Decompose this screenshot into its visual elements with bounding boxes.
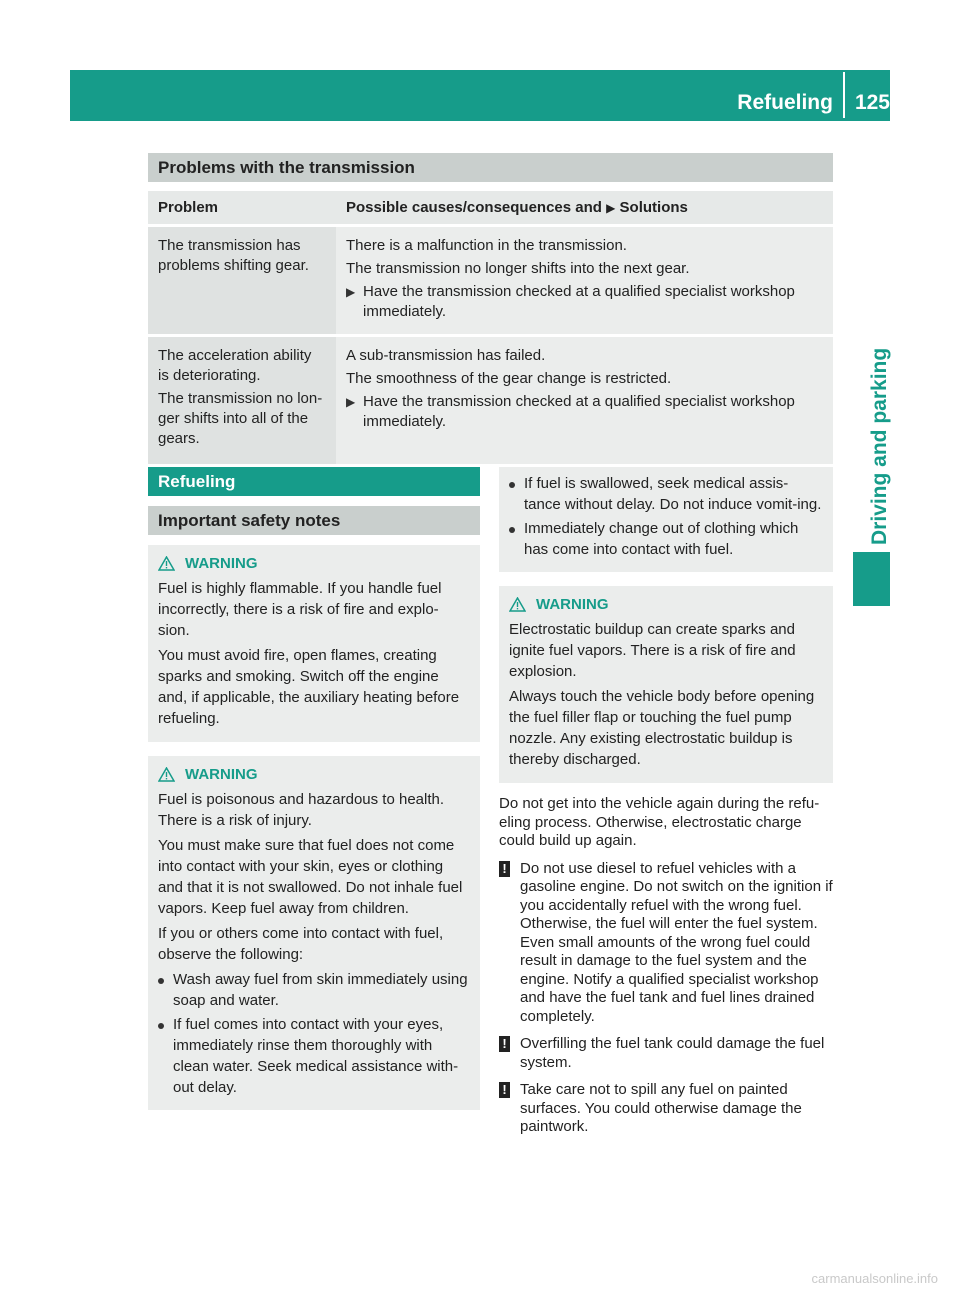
warning-box xyxy=(148,545,480,742)
page-number: 125 xyxy=(854,91,890,114)
warning-triangle-icon xyxy=(509,597,526,612)
warning-label: WARNING xyxy=(536,596,609,613)
note-text: Overfilling the fuel tank could damage the fuel system. xyxy=(520,1035,825,1071)
arrow-icon: ▶ xyxy=(346,395,356,409)
side-tab-label: Driving and parking xyxy=(868,347,891,545)
table-row xyxy=(148,337,833,464)
action-text: Have the transmission checked at a qualified specialist workshop immediately. xyxy=(363,283,795,320)
warning-text: You must make sure that fuel does not come into contact with your skin, eyes or clothing and that it is not swallowed. Do not inhale fuel vapors. Keep fuel away from children. xyxy=(158,837,463,917)
bullet-icon xyxy=(158,969,173,1011)
warning-label: WARNING xyxy=(185,766,258,783)
action-item xyxy=(346,282,823,322)
warning-text: Electrostatic buildup can create sparks and ignite fuel vapors. There is a risk of fire and explosion. xyxy=(509,621,796,680)
list-item xyxy=(158,969,470,1011)
warning-label: WARNING xyxy=(185,555,258,572)
right-column xyxy=(499,467,833,1137)
problem-cell xyxy=(148,227,336,334)
refueling-section-title: Refueling xyxy=(148,467,480,496)
footer-watermark: carmanualsonline.info xyxy=(811,1271,938,1286)
solution-cell xyxy=(336,227,833,334)
problem-text: The transmission no lon-ger shifts into all of the gears. xyxy=(158,390,323,447)
bullet-text: If fuel comes into contact with your eyes, immediately rinse them thoroughly with clean water. Seek medical assistance with-out delay. xyxy=(173,1016,459,1096)
list-item xyxy=(509,518,823,560)
warning-text: Fuel is highly flammable. If you handle fuel incorrectly, there is a risk of fire and explo-sion. xyxy=(158,580,442,639)
transmission-section-title: Problems with the transmission xyxy=(148,153,833,182)
body-paragraph: Do not get into the vehicle again during the refu-eling process. Otherwise, electrostatic charge could build up again. xyxy=(499,795,820,849)
transmission-table xyxy=(148,188,833,467)
solution-cell xyxy=(336,337,833,464)
note-item xyxy=(499,1035,833,1072)
list-item xyxy=(509,473,823,515)
exclamation-icon: ! xyxy=(499,861,510,877)
warning-text: Fuel is poisonous and hazardous to health. There is a risk of injury. xyxy=(158,791,445,829)
header-separator xyxy=(843,72,845,118)
page-header xyxy=(737,88,890,118)
bullet-text: If fuel is swallowed, seek medical assis-tance without delay. Do not induce vomit-ing. xyxy=(524,475,822,513)
problem-text: The acceleration ability is deteriorating. xyxy=(158,347,312,384)
col-header-problem: Problem xyxy=(148,191,336,224)
cause-text: There is a malfunction in the transmission. xyxy=(346,237,627,254)
problem-cell xyxy=(148,337,336,464)
warning-text: You must avoid fire, open flames, creating sparks and smoking. Switch off the engine and, if applicable, the auxiliary heating before refueling. xyxy=(158,647,460,727)
problem-text: The transmission has problems shifting gear. xyxy=(158,237,309,274)
warning-triangle-icon xyxy=(158,556,175,571)
note-item xyxy=(499,1081,833,1137)
table-row xyxy=(148,227,833,334)
exclamation-icon: ! xyxy=(499,1082,510,1098)
cause-text: A sub-transmission has failed. xyxy=(346,347,546,364)
warning-box xyxy=(499,586,833,783)
bullet-icon xyxy=(509,473,524,515)
arrow-icon: ▶ xyxy=(606,201,616,215)
left-column xyxy=(148,467,480,1110)
col-header-solutions xyxy=(336,191,833,224)
arrow-icon: ▶ xyxy=(346,285,356,299)
bullet-text: Wash away fuel from skin immediately using soap and water. xyxy=(173,971,468,1009)
action-text: Have the transmission checked at a qualified specialist workshop immediately. xyxy=(363,393,795,430)
bullet-text: Immediately change out of clothing which has come into contact with fuel. xyxy=(524,520,799,558)
action-item xyxy=(346,392,823,432)
col-header-solutions-prefix: Possible causes/consequences and xyxy=(346,199,602,216)
bullet-icon xyxy=(158,1014,173,1098)
warning-triangle-icon xyxy=(158,767,175,782)
warning-box-continued xyxy=(499,467,833,572)
cause-text: The smoothness of the gear change is restricted. xyxy=(346,370,672,387)
header-section-title: Refueling xyxy=(737,91,833,114)
cause-text: The transmission no longer shifts into the next gear. xyxy=(346,260,690,277)
note-item xyxy=(499,860,833,1027)
side-tab-marker xyxy=(853,552,890,606)
warning-header xyxy=(158,553,470,574)
warning-box xyxy=(148,756,480,1110)
warning-header xyxy=(158,764,470,785)
warning-text: Always touch the vehicle body before opening the fuel filler flap or touching the fuel pump nozzle. Any existing electrostatic buildup is thereby discharged. xyxy=(509,688,815,768)
warning-header xyxy=(509,594,823,615)
note-text: Do not use diesel to refuel vehicles with a gasoline engine. Do not switch on the ignition if you accidentally refuel with the wrong fuel. Otherwise, the fuel will enter the fuel system. Even small amounts of the wrong fuel could result in damage to the fuel system and the engine. Notify a qualified specialist workshop and have the fuel tank and fuel lines drained completely. xyxy=(520,859,833,1025)
exclamation-icon: ! xyxy=(499,1036,510,1052)
col-header-solutions-suffix: Solutions xyxy=(619,199,688,216)
bullet-icon xyxy=(509,518,524,560)
list-item xyxy=(158,1014,470,1098)
note-text: Take care not to spill any fuel on painted surfaces. You could otherwise damage the paintwork. xyxy=(520,1081,802,1135)
safety-notes-subtitle: Important safety notes xyxy=(148,506,480,535)
warning-text: If you or others come into contact with fuel, observe the following: xyxy=(158,925,444,963)
